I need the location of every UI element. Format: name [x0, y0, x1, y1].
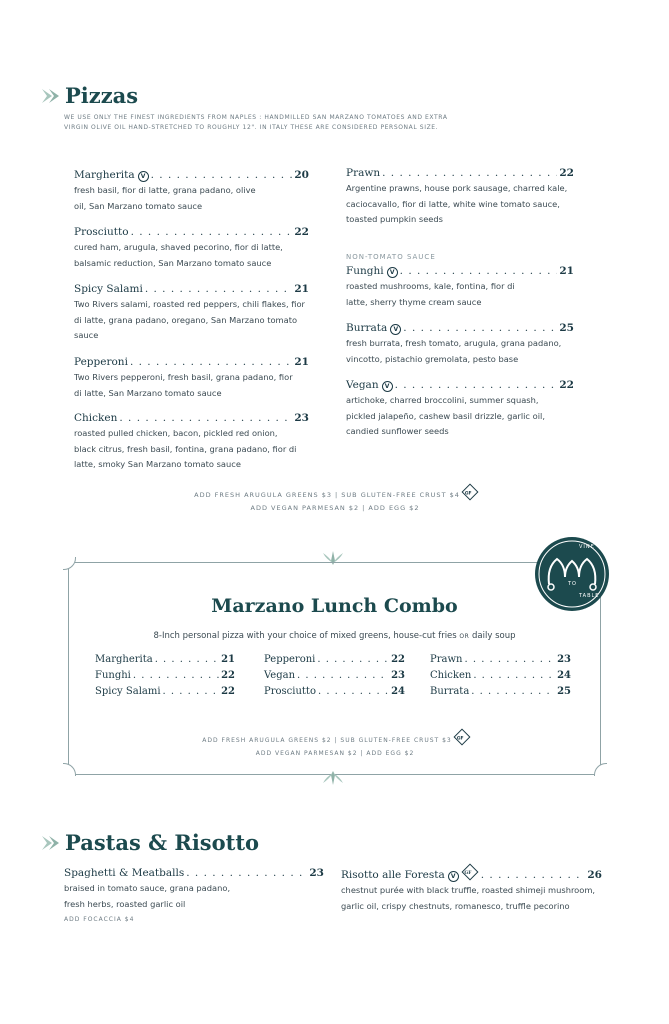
item-name: Funghi: [346, 265, 384, 277]
item-name: Burrata: [346, 322, 388, 334]
pizzas-intro: WE USE ONLY THE FINEST INGREDIENTS FROM NAPLES : HANDMILLED SAN MARZANO TOMATOES AND EXTRA VIRGIN OLIVE OIL HAND-STRETCHED TO ROUGHLY 12". IN ITALY THESE ARE CONSIDERED PERSONAL SIZE.: [64, 114, 448, 131]
item-name: Chicken: [74, 412, 118, 424]
item-description: fresh burrata, fresh tomato, arugula, grana padano, vincotto, pistachio gremolata, pesto base: [346, 338, 562, 364]
addons-line: ADD VEGAN PARMESAN $2 | ADD EGG $2: [250, 504, 420, 512]
pizza-pepperoni: [74, 355, 309, 401]
leaf-arrow-icon: [41, 834, 61, 852]
item-description: Argentine prawns, house pork sausage, charred kale, caciocavallo, fior di latte, white wine tomato sauce, toasted pumpkin seeds: [346, 183, 568, 225]
addons-line: ADD FRESH ARUGULA GREENS $3 | SUB GLUTEN-FREE CRUST $4: [194, 491, 460, 499]
item-description: roasted pulled chicken, bacon, pickled red onion, black citrus, fresh basil, fontina, grana padano, fior di latte, smoky San Marzano tomato sauce: [74, 428, 297, 470]
item-description: artichoke, charred broccolini, summer squash, pickled jalapeño, cashew basil drizzle, garlic oil, candied sunflower seeds: [346, 395, 545, 437]
combo-addons: [150, 731, 520, 760]
vegetarian-icon: V: [387, 267, 398, 278]
item-price: 20: [294, 169, 309, 181]
add-focaccia-note: ADD FOCACCIA $4: [64, 916, 135, 923]
item-name: Spicy Salami: [74, 283, 143, 295]
gluten-free-icon: GF: [461, 484, 478, 501]
item-description: braised in tomato sauce, grana padano, fresh herbs, roasted garlic oil: [64, 883, 231, 909]
combo-column-3: [430, 652, 571, 700]
pizza-spicy-salami: [74, 282, 309, 344]
combo-item: Margherita . . . 21: [95, 652, 235, 668]
vegetarian-icon: V: [382, 381, 393, 392]
vegetarian-icon: V: [448, 871, 459, 882]
pizza-funghi: [346, 264, 574, 310]
addons-line: ADD VEGAN PARMESAN $2 | ADD EGG $2: [255, 750, 415, 757]
pizza-prosciutto: [74, 225, 309, 271]
combo-item: Chicken . . . 24: [430, 668, 571, 684]
combo-item: Spicy Salami . . . 22: [95, 684, 235, 700]
item-price: 22: [559, 167, 574, 179]
vegetarian-icon: V: [138, 171, 149, 182]
item-name: Margherita: [74, 169, 135, 181]
leaf-arrow-icon: [41, 87, 61, 105]
gluten-free-icon: GF: [453, 729, 470, 746]
item-description: Two Rivers pepperoni, fresh basil, grana padano, fior di latte, San Marzano tomato sauce: [74, 372, 293, 398]
combo-item: Prosciutto . . . 24: [264, 684, 405, 700]
item-name: Prawn: [346, 167, 381, 179]
pizzas-title: Pizzas: [65, 83, 139, 108]
item-name: Spaghetti & Meatballs: [64, 867, 185, 879]
item-price: 21: [294, 356, 309, 368]
pizza-addons: [120, 486, 550, 515]
pizza-margherita: [74, 168, 309, 214]
item-name: Risotto alle Foresta: [341, 869, 445, 881]
addons-line: ADD FRESH ARUGULA GREENS $2 | SUB GLUTEN-FREE CRUST $3: [202, 737, 452, 744]
item-price: 21: [294, 283, 309, 295]
pastas-title: Pastas & Risotto: [65, 830, 260, 855]
vegetarian-icon: V: [390, 324, 401, 335]
combo-column-2: [264, 652, 405, 700]
item-description: Two Rivers salami, roasted red peppers, chili flakes, fior di latte, grana padano, oregano, San Marzano tomato sauce: [74, 299, 305, 341]
item-description: chestnut purée with black truffle, roasted shimeji mushroom, garlic oil, crispy chestnuts, romanesco, truffle pecorino: [341, 885, 596, 911]
gluten-free-icon: GF: [461, 864, 478, 881]
combo-column-1: [95, 652, 235, 700]
combo-title: Marzano Lunch Combo: [211, 595, 458, 617]
item-price: 23: [309, 867, 324, 879]
combo-subtitle-part: daily soup: [472, 631, 516, 641]
item-price: 23: [294, 412, 309, 424]
pizza-chicken: [74, 411, 309, 473]
combo-item: Burrata . . . 25: [430, 684, 571, 700]
combo-item: Pepperoni . . . 22: [264, 652, 405, 668]
combo-subtitle-part: 8-Inch personal pizza with your choice of mixed greens, house-cut fries: [153, 631, 457, 641]
item-name: Pepperoni: [74, 356, 128, 368]
logo-text-mid: TO: [568, 581, 577, 587]
item-price: 26: [587, 869, 602, 881]
pizza-burrata: [346, 321, 574, 367]
item-name: Vegan: [346, 379, 379, 391]
item-price: 21: [559, 265, 574, 277]
pizza-vegan: [346, 378, 574, 440]
combo-item: Funghi . . . 22: [95, 668, 235, 684]
item-price: 22: [294, 226, 309, 238]
logo-text-bottom: TABLE: [579, 593, 600, 599]
logo-text-top: VINE: [579, 544, 595, 550]
combo-subtitle: [68, 631, 601, 641]
item-name: Prosciutto: [74, 226, 129, 238]
combo-item: Vegan . . . 23: [264, 668, 405, 684]
non-tomato-sauce-label: NON-TOMATO SAUCE: [346, 253, 436, 261]
pasta-spaghetti: [64, 866, 324, 912]
item-description: fresh basil, fior di latte, grana padano, olive oil, San Marzano tomato sauce: [74, 185, 256, 211]
item-description: cured ham, arugula, shaved pecorino, fior di latte, balsamic reduction, San Marzano tomato sauce: [74, 242, 283, 268]
pizza-prawn: [346, 166, 574, 228]
leaf-ornament-icon: [320, 769, 346, 787]
combo-item: Prawn . . . 23: [430, 652, 571, 668]
combo-subtitle-or: OR: [459, 633, 470, 640]
item-price: 22: [559, 379, 574, 391]
item-description: roasted mushrooms, kale, fontina, fior di latte, sherry thyme cream sauce: [346, 281, 515, 307]
item-price: 25: [559, 322, 574, 334]
risotto-foresta: [341, 866, 602, 914]
